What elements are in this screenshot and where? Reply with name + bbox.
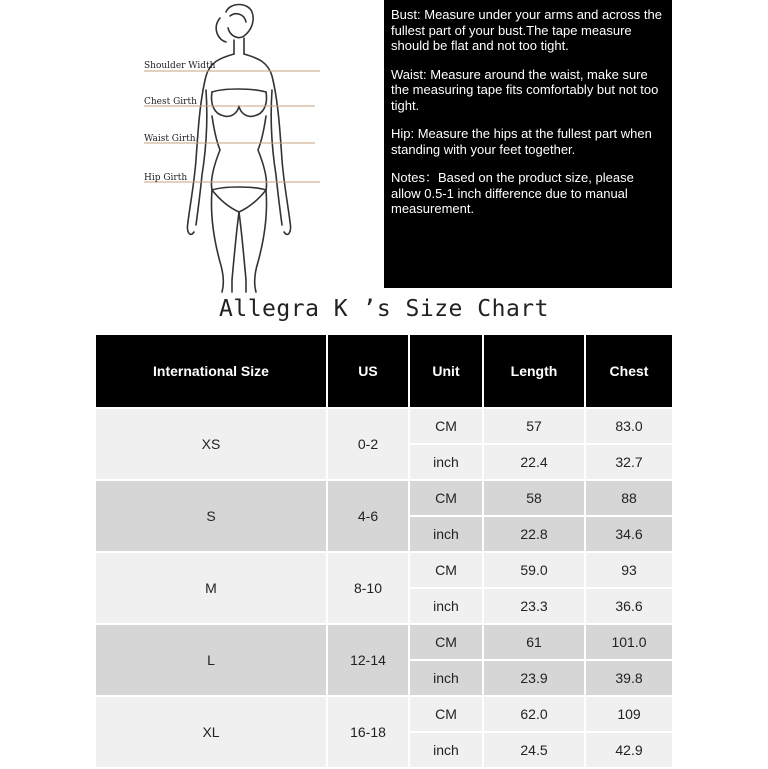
unit-cell: inch <box>410 445 484 481</box>
table-row <box>96 409 672 445</box>
length-cell: 58 <box>484 481 586 517</box>
header-unit: Unit <box>410 335 484 409</box>
header-chest: Chest <box>586 335 672 409</box>
length-cell: 59.0 <box>484 553 586 589</box>
us-size-cell: 12-14 <box>328 625 410 697</box>
chest-cell: 83.0 <box>586 409 672 445</box>
chest-cell: 109 <box>586 697 672 733</box>
unit-cell: inch <box>410 733 484 769</box>
general-note: Notes：Based on the product size, please allow 0.5-1 inch difference due to manual measurement. <box>391 170 634 216</box>
unit-cell: CM <box>410 409 484 445</box>
size-chart-table <box>96 335 672 769</box>
size-cell: S <box>96 481 328 553</box>
table-header-row <box>96 335 672 409</box>
size-cell: M <box>96 553 328 625</box>
header-international-size: International Size <box>96 335 328 409</box>
length-cell: 22.8 <box>484 517 586 553</box>
chest-girth-label: Chest Girth <box>144 97 197 107</box>
length-cell: 57 <box>484 409 586 445</box>
unit-cell: CM <box>410 553 484 589</box>
length-cell: 22.4 <box>484 445 586 481</box>
us-size-cell: 8-10 <box>328 553 410 625</box>
unit-cell: CM <box>410 625 484 661</box>
shoulder-width-label: Shoulder Width <box>144 61 216 71</box>
table-row <box>96 697 672 733</box>
length-cell: 23.9 <box>484 661 586 697</box>
length-cell: 23.3 <box>484 589 586 625</box>
us-size-cell: 0-2 <box>328 409 410 481</box>
header-us: US <box>328 335 410 409</box>
chest-cell: 101.0 <box>586 625 672 661</box>
body-figure-illustration <box>140 0 340 292</box>
chest-cell: 36.6 <box>586 589 672 625</box>
unit-cell: inch <box>410 589 484 625</box>
unit-cell: CM <box>410 697 484 733</box>
hip-girth-label: Hip Girth <box>144 173 188 183</box>
chest-cell: 88 <box>586 481 672 517</box>
size-cell: XS <box>96 409 328 481</box>
chest-cell: 39.8 <box>586 661 672 697</box>
table-row <box>96 553 672 589</box>
chest-cell: 32.7 <box>586 445 672 481</box>
waist-girth-label: Waist Girth <box>144 134 196 144</box>
unit-cell: CM <box>410 481 484 517</box>
chest-cell: 42.9 <box>586 733 672 769</box>
us-size-cell: 4-6 <box>328 481 410 553</box>
length-cell: 24.5 <box>484 733 586 769</box>
size-cell: L <box>96 625 328 697</box>
waist-note: Waist: Measure around the waist, make sure the measuring tape fits comfortably but not too tight. <box>391 66 659 113</box>
body-outline-drawing <box>140 0 340 292</box>
table-row <box>96 625 672 661</box>
length-cell: 62.0 <box>484 697 586 733</box>
us-size-cell: 16-18 <box>328 697 410 769</box>
header-length: Length <box>484 335 586 409</box>
hip-note: Hip: Measure the hips at the fullest part when standing with your feet together. <box>391 126 652 157</box>
chest-cell: 34.6 <box>586 517 672 553</box>
unit-cell: inch <box>410 661 484 697</box>
bust-note: Bust: Measure under your arms and across the fullest part of your bust.The tape measure should be flat and not too tight. <box>391 7 662 53</box>
size-cell: XL <box>96 697 328 769</box>
unit-cell: inch <box>410 517 484 553</box>
size-chart-title: Allegra K ’s Size Chart <box>219 296 549 322</box>
measurement-notes-panel <box>384 0 672 288</box>
length-cell: 61 <box>484 625 586 661</box>
table-row <box>96 481 672 517</box>
chest-cell: 93 <box>586 553 672 589</box>
